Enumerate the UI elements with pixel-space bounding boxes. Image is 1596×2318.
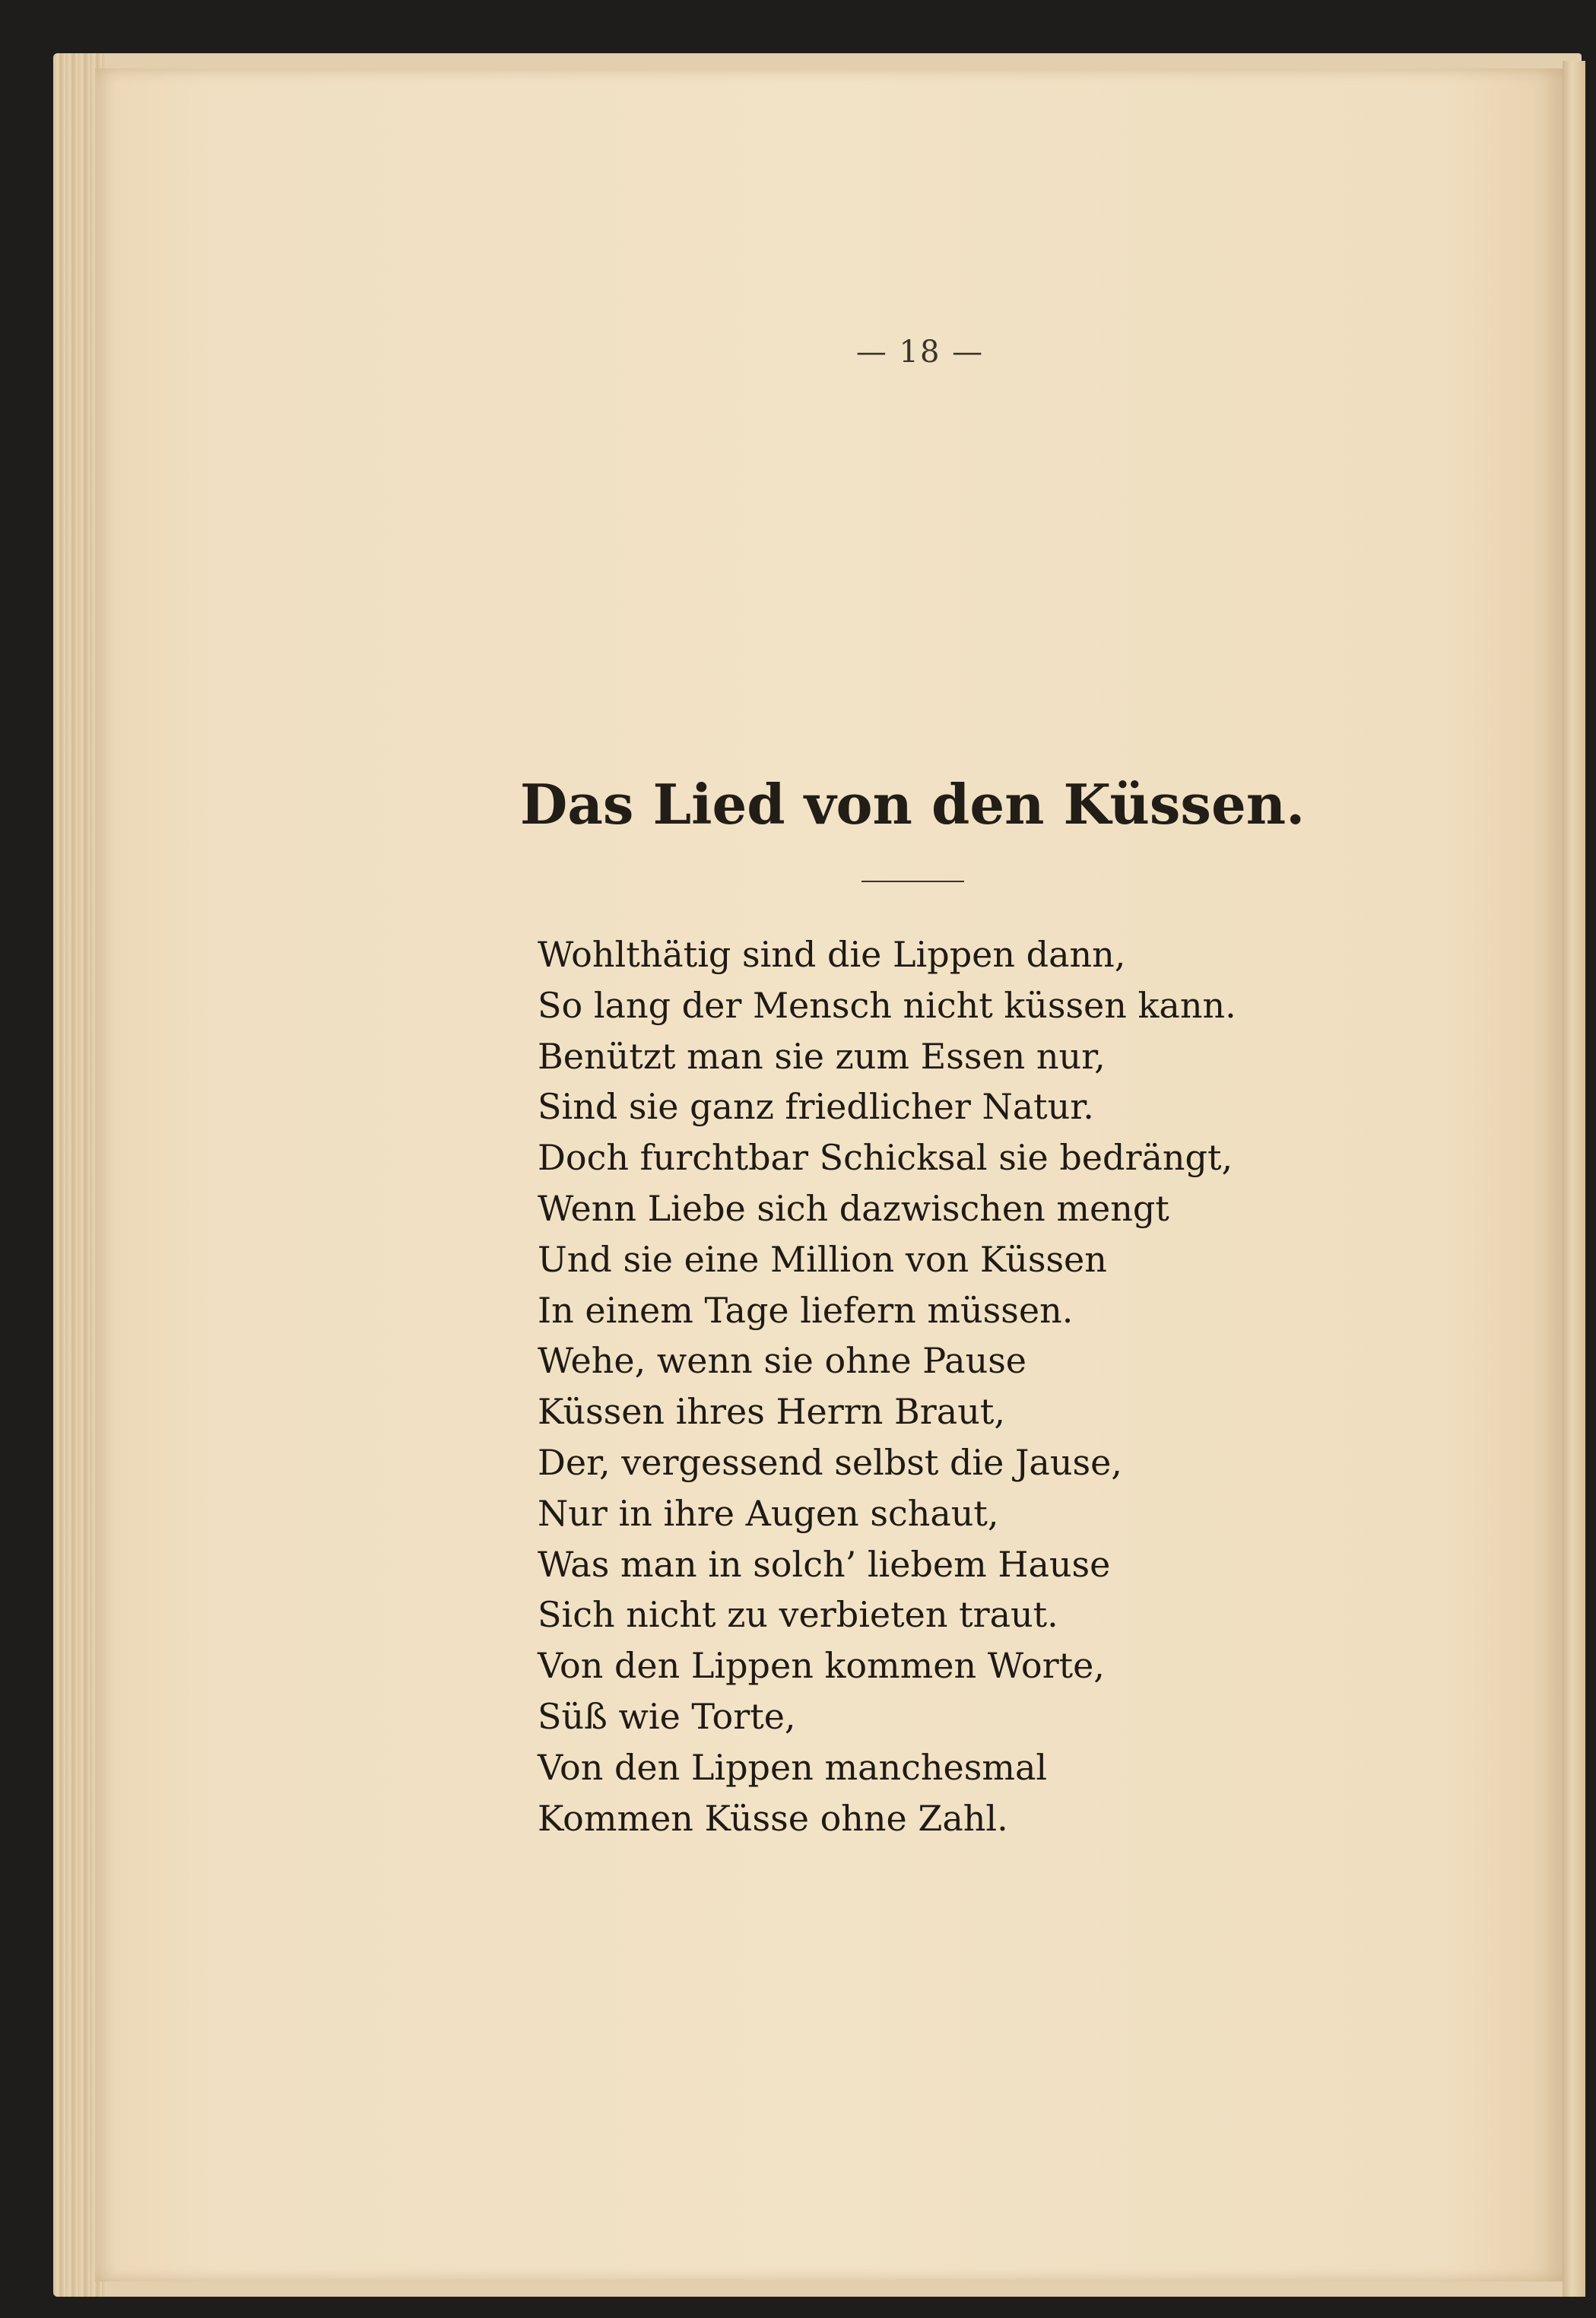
poem-line: Kommen Küsse ohne Zahl. — [538, 1797, 1008, 1839]
poem-line: Küssen ihres Herrn Braut, — [538, 1391, 1005, 1433]
facing-page-edge — [1563, 61, 1585, 2297]
poem-body — [538, 929, 1488, 1843]
title-divider — [861, 881, 964, 882]
page-number: — 18 — — [855, 335, 985, 370]
poem-line: Der, vergessend selbst die Jause, — [538, 1441, 1122, 1483]
poem-line: Sich nicht zu verbieten traut. — [538, 1594, 1058, 1636]
poem-line: Wenn Liebe sich dazwischen mengt — [538, 1187, 1169, 1229]
poem-line: Süß wie Torte, — [538, 1695, 796, 1737]
poem-line: In einem Tage liefern müssen. — [538, 1289, 1074, 1331]
poem-line: Und sie eine Million von Küssen — [538, 1238, 1107, 1280]
poem-line: Wehe, wenn sie ohne Pause — [538, 1340, 1027, 1382]
poem-line: Von den Lippen kommen Worte, — [538, 1645, 1105, 1687]
poem-line: Benützt man sie zum Essen nur, — [538, 1035, 1106, 1077]
poem-line: Wohlthätig sind die Lippen dann, — [538, 934, 1126, 975]
poem-line: So lang der Mensch nicht küssen kann. — [538, 984, 1236, 1026]
poem-line: Nur in ihre Augen schaut, — [538, 1492, 999, 1534]
poem-line: Von den Lippen manchesmal — [538, 1746, 1048, 1788]
poem-line: Sind sie ganz friedlicher Natur. — [538, 1086, 1094, 1128]
poem-line: Doch furchtbar Schicksal sie bedrängt, — [538, 1137, 1233, 1179]
poem-title: Das Lied von den Küssen. — [519, 772, 1306, 837]
poem-line: Was man in solch’ liebem Hause — [538, 1543, 1111, 1585]
